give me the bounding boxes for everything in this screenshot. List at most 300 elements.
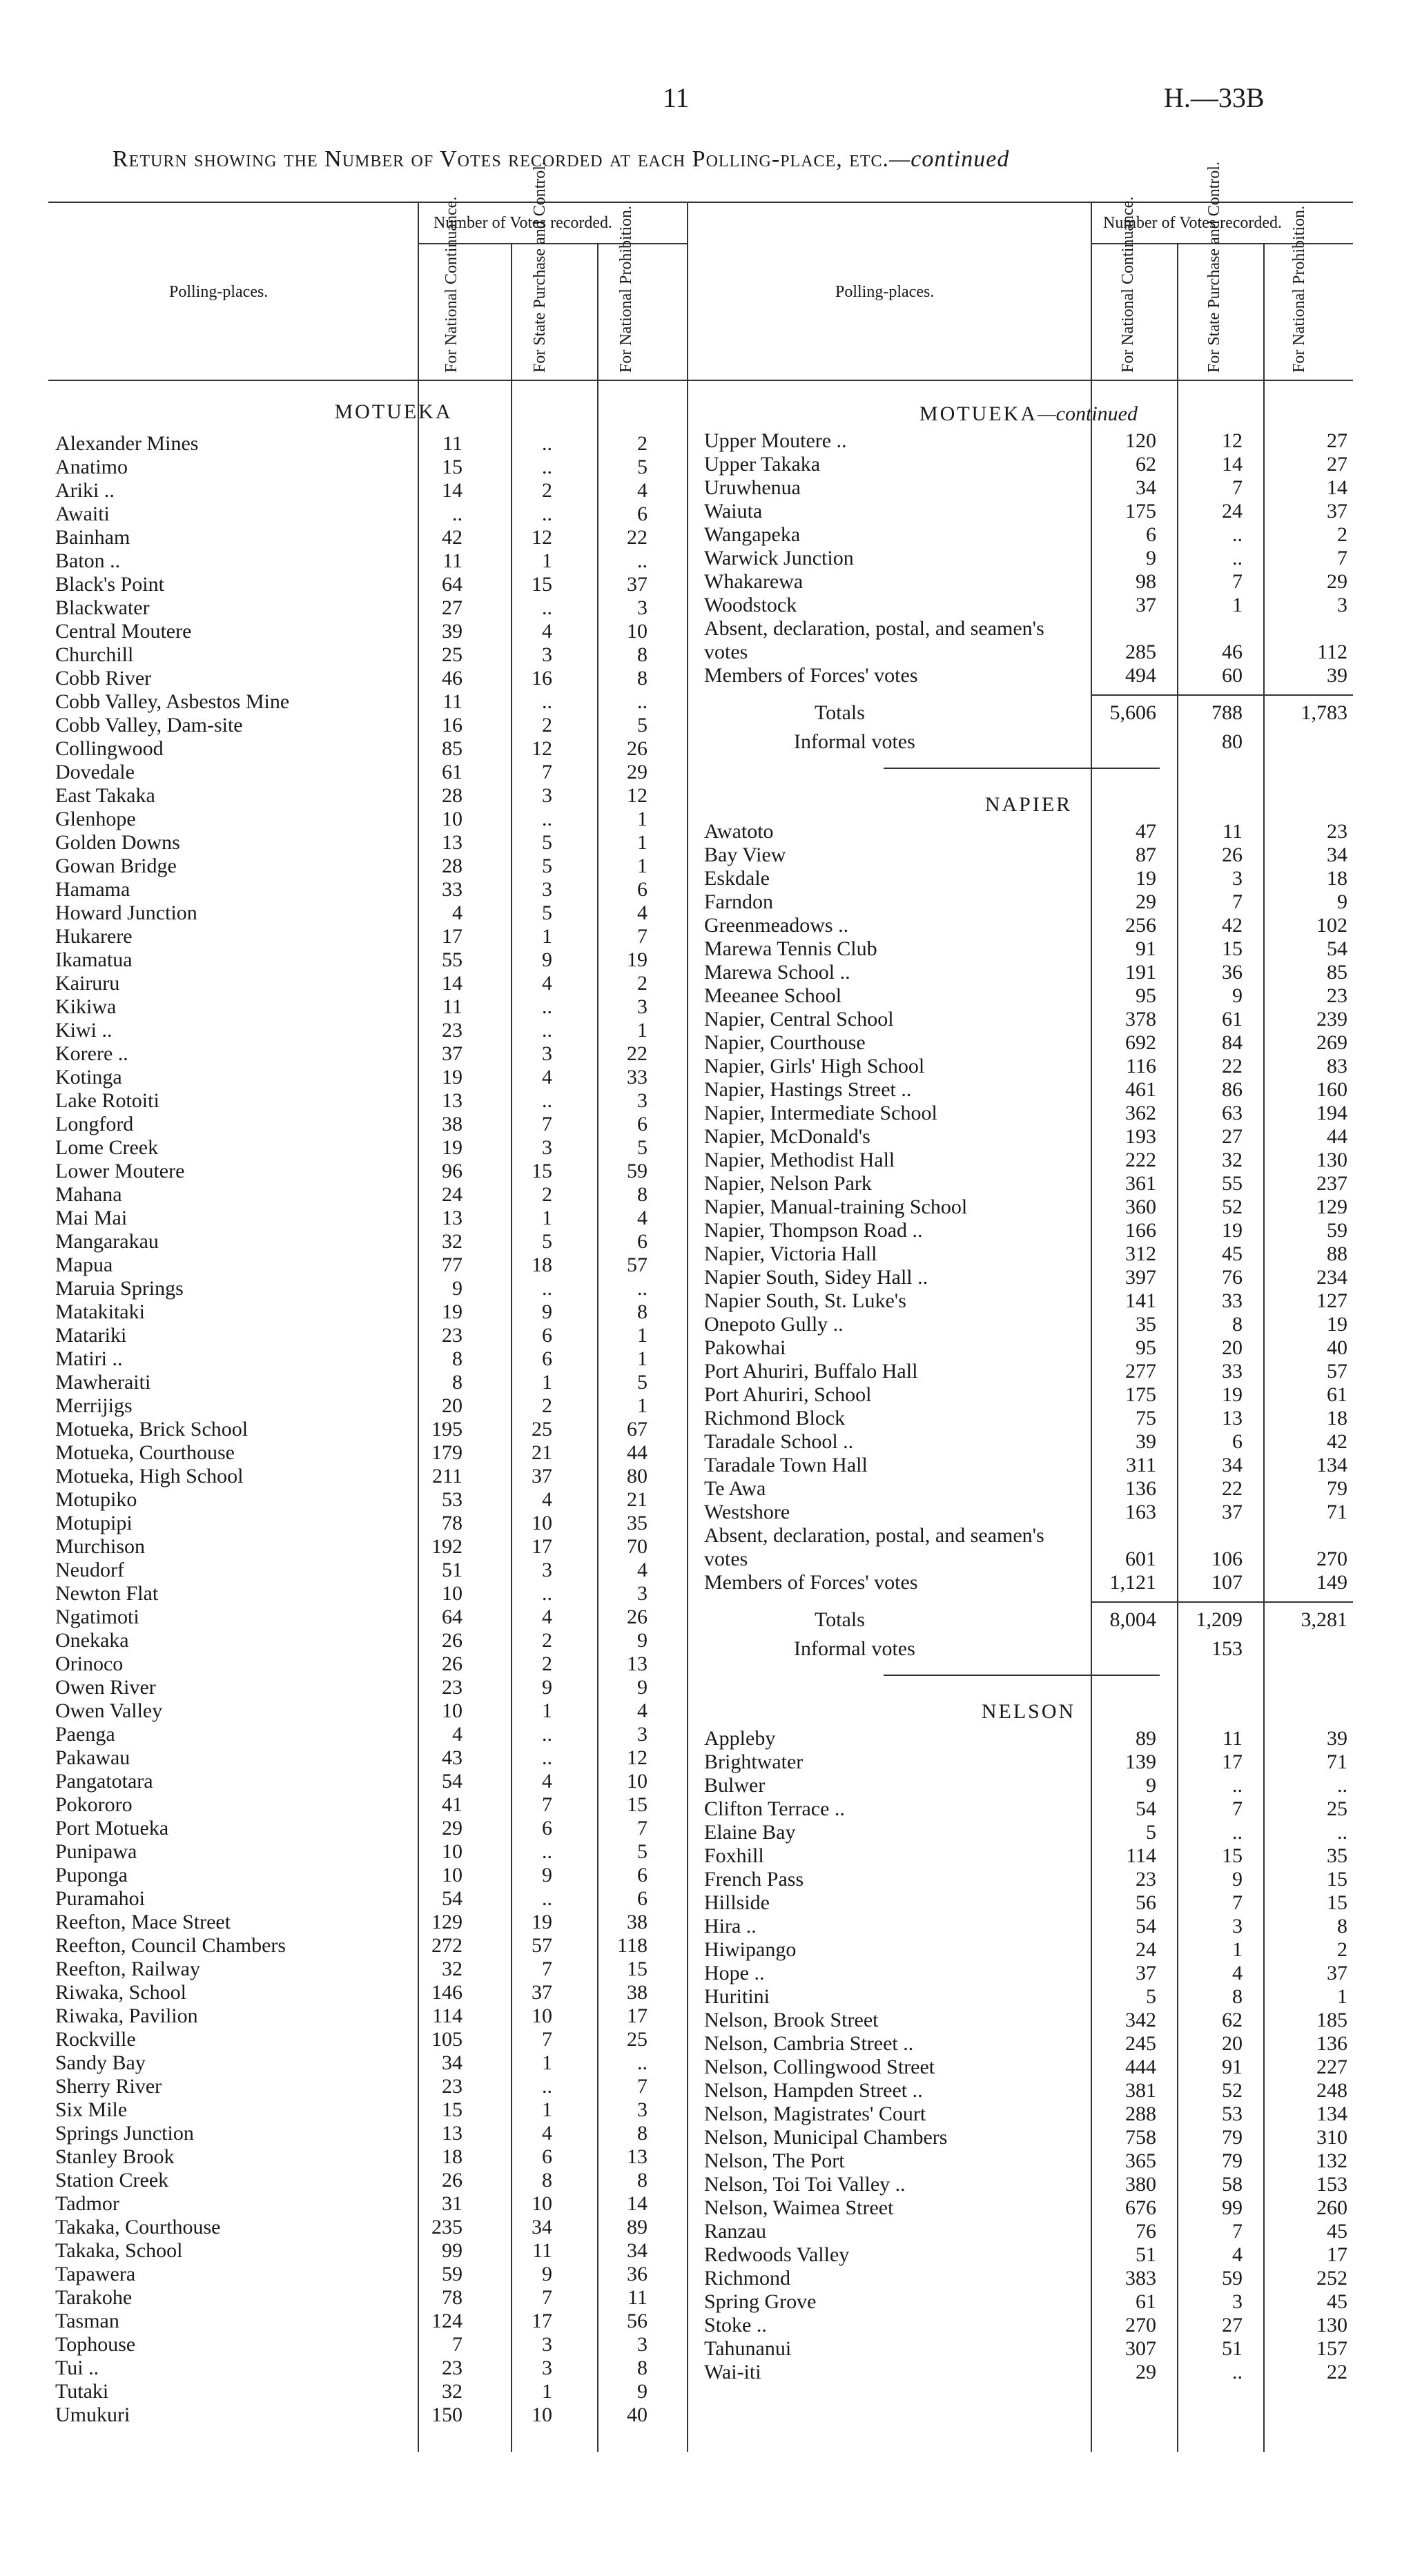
table-row: [55, 1535, 690, 1559]
votes-prohibition: 25: [627, 2028, 648, 2051]
polling-place-name: Onepoto Gully ..: [704, 1313, 844, 1336]
votes-prohibition: 15: [1327, 1891, 1347, 1914]
votes-state-control: ..: [542, 808, 552, 830]
table-row: [55, 1723, 690, 1746]
votes-state-control: 12: [532, 737, 552, 760]
votes-state-control: 4: [1232, 1962, 1243, 1984]
votes-prohibition: 8: [637, 1183, 648, 1206]
table-row: [55, 2216, 690, 2239]
votes-state-control: 19: [1222, 1383, 1243, 1406]
votes-prohibition: 1: [637, 1394, 648, 1417]
table-row: [55, 1136, 690, 1160]
votes-continuance: 95: [1136, 1336, 1156, 1359]
votes-state-control: 5: [542, 901, 552, 924]
votes-prohibition: 22: [627, 526, 648, 549]
votes-continuance: 24: [442, 1183, 463, 1206]
polling-place-name: Lome Creek: [55, 1136, 159, 1159]
polling-place-name: Richmond: [704, 2267, 790, 2290]
votes-state-control: 16: [532, 667, 552, 690]
votes-prohibition: ..: [1337, 1774, 1347, 1797]
votes-state-control: 9: [1232, 1868, 1243, 1891]
votes-state-control: 17: [532, 1535, 552, 1558]
votes-prohibition: ..: [637, 690, 648, 713]
votes-continuance: 192: [431, 1535, 463, 1558]
table-row: [704, 523, 1353, 547]
votes-state-control: 1: [542, 1371, 552, 1394]
votes-state-control: 63: [1222, 1102, 1243, 1124]
votes-prohibition: 270: [1316, 1548, 1347, 1570]
polling-place-name: Lake Rotoiti: [55, 1089, 159, 1112]
votes-state-control: 52: [1222, 2079, 1243, 2102]
votes-state-control: ..: [542, 690, 552, 713]
table-row: [55, 643, 690, 667]
table-row: [55, 2122, 690, 2145]
polling-place-name: Owen Valley: [55, 1699, 163, 1722]
polling-place-name: Napier, Girls' High School: [704, 1055, 925, 1077]
polling-place-name: Mawheraiti: [55, 1371, 151, 1394]
table-row: [55, 1840, 690, 1864]
polling-place-name: Reefton, Mace Street: [55, 1911, 231, 1933]
table-row: [704, 2267, 1353, 2290]
polling-place-name: Howard Junction: [55, 901, 197, 924]
table-row: [55, 2192, 690, 2216]
section-separator: [884, 1669, 1160, 1676]
table-row: [55, 1887, 690, 1911]
votes-prohibition: 14: [1327, 476, 1347, 499]
polling-place-name: Ikamatua: [55, 948, 133, 971]
votes-continuance: 14: [442, 972, 463, 995]
table-row: [55, 1441, 690, 1465]
polling-place-name: Kiwi ..: [55, 1019, 113, 1042]
votes-state-control: ..: [542, 1723, 552, 1746]
table-row: [704, 961, 1353, 984]
table-row: [55, 2263, 690, 2286]
polling-place-name: Dovedale: [55, 761, 135, 783]
votes-prohibition: 132: [1316, 2149, 1347, 2172]
polling-place-name: Whakarewa: [704, 570, 804, 593]
votes-prohibition: 269: [1316, 1031, 1347, 1054]
polling-place-name: Motueka, Courthouse: [55, 1441, 235, 1464]
votes-prohibition: 1: [1337, 1985, 1347, 2008]
votes-state-control: 6: [542, 1324, 552, 1347]
section-title: [704, 1697, 1353, 1727]
polling-place-name: Merrijigs: [55, 1394, 133, 1417]
table-row: [55, 2028, 690, 2051]
table-row: [55, 1958, 690, 1981]
votes-prohibition: 54: [1327, 937, 1347, 960]
votes-state-control: 6: [542, 1347, 552, 1370]
votes-state-control: 24: [1222, 500, 1243, 523]
votes-state-control: 7: [542, 2028, 552, 2051]
polling-place-name: Taradale Town Hall: [704, 1454, 868, 1476]
votes-continuance: 34: [1136, 476, 1156, 499]
votes-continuance: 692: [1125, 1031, 1156, 1054]
polling-place-name: Totals: [815, 1608, 865, 1631]
votes-prohibition: 39: [1327, 664, 1347, 687]
table-row: [55, 2310, 690, 2333]
polling-place-name: Stanley Brook: [55, 2145, 175, 2168]
table-row: [55, 714, 690, 737]
table-row: [704, 1774, 1353, 1797]
votes-continuance: 8: [452, 1371, 463, 1394]
votes-prohibition: 8: [637, 2122, 648, 2145]
votes-state-control: 4: [542, 972, 552, 995]
table-row: [55, 2075, 690, 2098]
votes-prohibition: 44: [1327, 1125, 1347, 1148]
table-row: [704, 617, 1353, 664]
polling-place-name: Elaine Bay: [704, 1821, 796, 1844]
votes-continuance: 139: [1125, 1750, 1156, 1773]
votes-prohibition: 11: [627, 2286, 648, 2309]
votes-prohibition: 22: [627, 1042, 648, 1065]
table-row: [704, 2220, 1353, 2243]
votes-state-control: ..: [542, 1277, 552, 1300]
table-row: [55, 737, 690, 761]
votes-continuance: 11: [442, 549, 463, 572]
polling-place-name: Hamama: [55, 878, 130, 901]
votes-state-control: 3: [542, 784, 552, 807]
votes-continuance: 26: [442, 1629, 463, 1652]
votes-prohibition: 160: [1316, 1078, 1347, 1101]
votes-state-control: 8: [1232, 1985, 1243, 2008]
polling-place-name: Motupipi: [55, 1512, 133, 1534]
left-col3-header: For National Prohibition.: [617, 206, 635, 373]
votes-state-control: ..: [542, 2075, 552, 2098]
polling-place-name: Warwick Junction: [704, 547, 854, 569]
votes-continuance: 23: [442, 1676, 463, 1699]
polling-place-name: Absent, declaration, postal, and seamen's votes: [704, 1524, 1044, 1570]
votes-continuance: 77: [442, 1253, 463, 1276]
polling-place-name: Cobb River: [55, 667, 152, 690]
votes-prohibition: 130: [1316, 2314, 1347, 2336]
polling-place-name: Napier, Central School: [704, 1008, 894, 1031]
polling-place-name: Pokororo: [55, 1793, 133, 1816]
polling-place-name: Riwaka, Pavilion: [55, 2004, 198, 2027]
votes-prohibition: 3: [637, 1089, 648, 1112]
votes-state-control: 57: [532, 1934, 552, 1957]
votes-prohibition: 18: [1327, 1407, 1347, 1430]
polling-place-name: Sherry River: [55, 2075, 162, 2098]
votes-continuance: 20: [442, 1394, 463, 1417]
table-row: [55, 479, 690, 502]
votes-state-control: ..: [542, 596, 552, 619]
informal-votes-label: Informal votes: [794, 1637, 915, 1660]
right-polling-table: [704, 399, 1353, 2384]
table-top-rule: [48, 202, 1353, 203]
votes-prohibition: 44: [627, 1441, 648, 1464]
votes-state-control: 8: [1232, 1313, 1243, 1336]
votes-prohibition: 6: [637, 1887, 648, 1910]
votes-state-control: 13: [1222, 1407, 1243, 1430]
votes-continuance: 34: [442, 2051, 463, 2074]
votes-prohibition: ..: [637, 1277, 648, 1300]
polling-place-name: Mangarakau: [55, 1230, 159, 1253]
votes-continuance: 307: [1125, 2337, 1156, 2360]
polling-place-name: Mahana: [55, 1183, 122, 1206]
votes-continuance: 23: [442, 1324, 463, 1347]
votes-prohibition: 237: [1316, 1172, 1347, 1195]
votes-state-control: 7: [1232, 1891, 1243, 1914]
polling-place-name: Napier, Courthouse: [704, 1031, 866, 1054]
votes-state-control: 7: [542, 1958, 552, 1980]
votes-prohibition: 83: [1327, 1055, 1347, 1077]
polling-place-name: Alexander Mines: [55, 432, 199, 455]
header-bottom-rule: [48, 380, 1353, 381]
votes-continuance: 55: [442, 948, 463, 971]
votes-prohibition: 3,281: [1301, 1608, 1347, 1631]
votes-prohibition: 45: [1327, 2220, 1347, 2243]
table-row: [55, 1066, 690, 1089]
table-row: [55, 1324, 690, 1347]
votes-prohibition: 38: [627, 1911, 648, 1933]
votes-prohibition: 40: [627, 2403, 648, 2426]
votes-prohibition: 57: [627, 1253, 648, 1276]
table-row: [704, 1797, 1353, 1821]
votes-state-control: 22: [1222, 1055, 1243, 1077]
polling-place-name: Mapua: [55, 1253, 113, 1276]
polling-place-name: Blackwater: [55, 596, 150, 619]
polling-place-name: Napier, McDonald's: [704, 1125, 870, 1148]
polling-place-name: Uruwhenua: [704, 476, 801, 499]
polling-place-name: Takaka, School: [55, 2239, 183, 2262]
votes-prohibition: 89: [627, 2216, 648, 2238]
table-row: [704, 1962, 1353, 1985]
polling-place-name: Ranzau: [704, 2220, 766, 2243]
votes-prohibition: 17: [1327, 2243, 1347, 2266]
votes-continuance: 4: [452, 1723, 463, 1746]
votes-state-control: 7: [1232, 1797, 1243, 1820]
votes-state-control: 10: [532, 2004, 552, 2027]
votes-state-control: 59: [1222, 2267, 1243, 2290]
votes-prohibition: 153: [1316, 2173, 1347, 2196]
table-row: [704, 1219, 1353, 1242]
votes-continuance: 383: [1125, 2267, 1156, 2290]
polling-place-name: Matakitaki: [55, 1300, 145, 1323]
table-row: [704, 1571, 1353, 1594]
votes-prohibition: 8: [637, 2169, 648, 2192]
table-row: [704, 1102, 1353, 1125]
votes-prohibition: 12: [627, 784, 648, 807]
votes-state-control: 79: [1222, 2149, 1243, 2172]
votes-state-control: 84: [1222, 1031, 1243, 1054]
table-row: [55, 2357, 690, 2380]
polling-place-name: Bay View: [704, 843, 786, 866]
votes-prohibition: 3: [637, 1723, 648, 1746]
votes-continuance: 120: [1125, 429, 1156, 452]
table-row: [55, 2145, 690, 2169]
votes-continuance: 95: [1136, 984, 1156, 1007]
table-row: [704, 2173, 1353, 2196]
table-row: [704, 547, 1353, 570]
votes-prohibition: 6: [637, 878, 648, 901]
votes-state-control: 25: [532, 1418, 552, 1441]
votes-state-control: 32: [1222, 1149, 1243, 1171]
table-row: [55, 948, 690, 972]
polling-place-name: Takaka, Courthouse: [55, 2216, 221, 2238]
polling-place-name: Tophouse: [55, 2333, 136, 2356]
votes-prohibition: 239: [1316, 1008, 1347, 1031]
votes-state-control: 86: [1222, 1078, 1243, 1101]
votes-continuance: ..: [452, 502, 463, 525]
table-row: [704, 1524, 1353, 1571]
votes-continuance: 361: [1125, 1172, 1156, 1195]
votes-prohibition: 59: [1327, 1219, 1347, 1242]
votes-continuance: 32: [442, 1230, 463, 1253]
polling-place-name: Nelson, Waimea Street: [704, 2196, 894, 2219]
votes-state-control: ..: [542, 1840, 552, 1863]
table-row: [704, 1078, 1353, 1102]
votes-state-control: 33: [1222, 1360, 1243, 1383]
polling-place-name: Puponga: [55, 1864, 128, 1886]
votes-continuance: 29: [442, 1817, 463, 1840]
polling-place-name: Murchison: [55, 1535, 145, 1558]
votes-prohibition: 1: [637, 1324, 648, 1347]
table-row: [55, 1089, 690, 1113]
votes-prohibition: 37: [1327, 1962, 1347, 1984]
polling-place-name: Glenhope: [55, 808, 136, 830]
votes-prohibition: 61: [1327, 1383, 1347, 1406]
table-row: [55, 784, 690, 808]
votes-prohibition: 134: [1316, 1454, 1347, 1476]
votes-state-control: 3: [1232, 2290, 1243, 2313]
table-row: [704, 2009, 1353, 2032]
votes-state-control: 9: [542, 1864, 552, 1886]
table-row: [55, 1371, 690, 1394]
polling-place-name: Greenmeadows ..: [704, 914, 849, 937]
votes-prohibition: 6: [637, 1864, 648, 1886]
votes-prohibition: 15: [627, 1958, 648, 1980]
votes-prohibition: 5: [637, 1371, 648, 1394]
votes-state-control: 12: [1222, 429, 1243, 452]
polling-place-name: Hukarere: [55, 925, 133, 948]
votes-continuance: 105: [431, 2028, 463, 2051]
polling-place-name: Members of Forces' votes: [704, 1571, 918, 1594]
table-row: [55, 1300, 690, 1324]
votes-continuance: 33: [442, 878, 463, 901]
votes-prohibition: 37: [627, 573, 648, 596]
votes-continuance: 311: [1126, 1454, 1156, 1476]
polling-place-name: Napier, Methodist Hall: [704, 1149, 895, 1171]
votes-prohibition: 17: [627, 2004, 648, 2027]
votes-prohibition: 136: [1316, 2032, 1347, 2055]
votes-state-control: 42: [1222, 914, 1243, 937]
table-row: [704, 2079, 1353, 2102]
votes-prohibition: 8: [637, 1300, 648, 1323]
polling-place-name: Cobb Valley, Dam-site: [55, 714, 243, 736]
table-row: [55, 1559, 690, 1582]
votes-continuance: 19: [442, 1066, 463, 1089]
votes-state-control: 4: [1232, 2243, 1243, 2266]
votes-state-control: 22: [1222, 1477, 1243, 1500]
table-row: [55, 620, 690, 643]
votes-continuance: 141: [1125, 1289, 1156, 1312]
table-row: [55, 2169, 690, 2192]
table-row: [55, 925, 690, 948]
votes-prohibition: 6: [637, 1230, 648, 1253]
votes-prohibition: 15: [627, 1793, 648, 1816]
votes-prohibition: 130: [1316, 1149, 1347, 1171]
table-row: [704, 1055, 1353, 1078]
votes-state-control: 7: [542, 761, 552, 783]
left-col1-header: For National Continuance.: [442, 196, 460, 373]
table-row: [55, 1699, 690, 1723]
polling-place-name: Marewa Tennis Club: [704, 937, 877, 960]
polling-place-name: Port Motueka: [55, 1817, 169, 1840]
votes-prohibition: 4: [637, 1559, 648, 1581]
votes-state-control: 18: [532, 1253, 552, 1276]
votes-continuance: 397: [1125, 1266, 1156, 1289]
polling-place-name: Punipawa: [55, 1840, 137, 1863]
votes-prohibition: 8: [637, 667, 648, 690]
document-reference: H.—33B: [1164, 82, 1265, 113]
polling-place-name: Marewa School ..: [704, 961, 850, 984]
votes-continuance: 17: [442, 925, 463, 948]
votes-continuance: 285: [1125, 641, 1156, 663]
votes-prohibition: 45: [1327, 2290, 1347, 2313]
polling-place-name: Hiwipango: [704, 1938, 797, 1961]
votes-continuance: 10: [442, 1582, 463, 1605]
polling-place-name: Onekaka: [55, 1629, 129, 1652]
votes-continuance: 61: [1136, 2290, 1156, 2313]
votes-continuance: 277: [1125, 1360, 1156, 1383]
votes-state-control: ..: [1232, 1821, 1243, 1844]
votes-continuance: 494: [1125, 664, 1156, 687]
table-row: [55, 1934, 690, 1958]
table-row: [55, 972, 690, 995]
votes-continuance: 13: [442, 1207, 463, 1229]
votes-prohibition: 2: [1337, 1938, 1347, 1961]
table-row: [704, 1242, 1353, 1266]
polling-place-name: Black's Point: [55, 573, 164, 596]
informal-votes-row: [704, 730, 1353, 762]
votes-continuance: 29: [1136, 890, 1156, 913]
votes-continuance: 78: [442, 2286, 463, 2309]
section-name: NAPIER: [984, 793, 1073, 816]
votes-prohibition: 33: [627, 1066, 648, 1089]
table-row: [55, 690, 690, 714]
polling-place-name: Station Creek: [55, 2169, 169, 2192]
votes-continuance: 51: [442, 1559, 463, 1581]
votes-prohibition: 10: [627, 1770, 648, 1793]
votes-prohibition: 8: [637, 643, 648, 666]
votes-state-control: 58: [1222, 2173, 1243, 2196]
votes-state-control: 27: [1222, 1125, 1243, 1148]
polling-place-name: Westshore: [704, 1501, 790, 1523]
polling-place-name: Te Awa: [704, 1477, 766, 1500]
votes-prohibition: 7: [637, 1817, 648, 1840]
section-separator: [884, 762, 1160, 769]
polling-place-name: Appleby: [704, 1727, 776, 1750]
polling-place-name: Clifton Terrace ..: [704, 1797, 845, 1820]
table-row: [55, 1770, 690, 1793]
table-row: [704, 1868, 1353, 1891]
votes-state-control: 11: [1223, 820, 1243, 843]
votes-prohibition: 23: [1327, 820, 1347, 843]
votes-state-control: 15: [1222, 937, 1243, 960]
votes-continuance: 54: [1136, 1797, 1156, 1820]
votes-state-control: 5: [542, 831, 552, 854]
votes-prohibition: 26: [627, 737, 648, 760]
table-row: [704, 1844, 1353, 1868]
votes-continuance: 54: [442, 1887, 463, 1910]
votes-continuance: 64: [442, 1606, 463, 1628]
table-row: [55, 1465, 690, 1488]
votes-continuance: 38: [442, 1113, 463, 1135]
table-row: [55, 1418, 690, 1441]
informal-votes-value: 80: [1222, 730, 1243, 753]
votes-prohibition: 56: [627, 2310, 648, 2332]
polling-place-name: Nelson, Cambria Street ..: [704, 2032, 914, 2055]
